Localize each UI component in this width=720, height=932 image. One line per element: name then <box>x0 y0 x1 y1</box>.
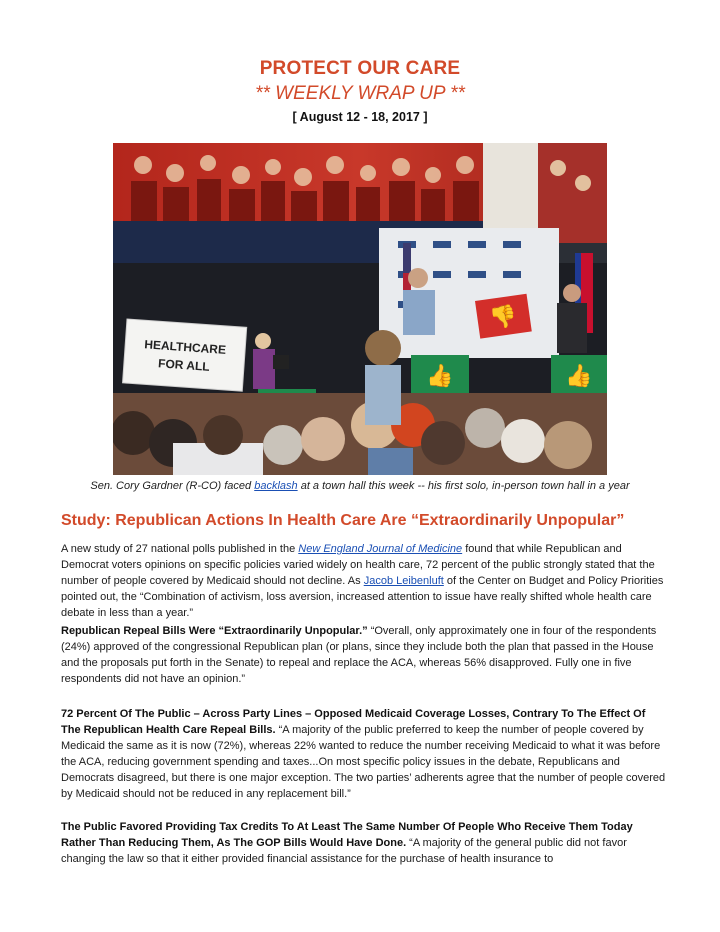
tax-credits-text: “A majority of the general public did not favor changing the law so that it either provided financial assistance for the purchase of health insurance to <box>61 837 627 865</box>
backlash-link[interactable]: backlash <box>254 480 298 492</box>
document-header <box>0 58 720 124</box>
town-hall-photo <box>113 143 607 475</box>
page-subtitle: ** WEEKLY WRAP UP ** <box>255 83 465 104</box>
caption-text-after: at a town hall this week -- his first solo, in-person town hall in a year <box>297 480 630 492</box>
page-title: PROTECT OUR CARE <box>259 58 461 79</box>
svg-text:👎: 👎 <box>488 303 519 332</box>
photo-caption <box>0 480 720 492</box>
svg-text:FOR ALL: FOR ALL <box>157 356 211 374</box>
medicaid-lead: 72 Percent Of The Public – Across Party Lines – Opposed Medicaid Coverage Losses, Contrary To The Effect Of The Republican Health Care Repeal Bills. <box>61 708 646 736</box>
tax-credits-lead: The Public Favored Providing Tax Credits To At Least The Same Number Of People Who Receive Them Today Rather Than Reducing Them, As The GOP Bills Would Have Done. <box>61 821 633 849</box>
repeal-bills-text: “Overall, only approximately one in four of the respondents (24%) approved of the congressional Republican plan (or plans, since they include both the plan that passed in the House and the proposals put forth in the Senate) to repeal and replace the ACA, whereas 56% disapproved. Fully one in five respondents did not have an opinion.” <box>61 625 657 685</box>
svg-text:👍: 👍 <box>426 364 454 389</box>
paragraph-tax-credits <box>61 819 666 867</box>
paragraph-medicaid <box>61 706 666 802</box>
caption-text-before: Sen. Cory Gardner (R-CO) faced <box>90 480 255 492</box>
paragraph-intro <box>61 541 666 621</box>
section-heading: Study: Republican Actions In Health Care Are “Extraordinarily Unpopular” <box>61 512 625 529</box>
date-range: [ August 12 - 18, 2017 ] <box>292 110 428 124</box>
nejm-link[interactable]: New England Journal of Medicine <box>298 543 463 555</box>
intro-text-2: found that while Republican and Democrat voters opinions on specific policies varied widely on health care, 72 percent of the public strongly stated that the number of people covered by Medicaid should not decline. As <box>61 543 655 587</box>
jacob-leibenluft-link[interactable]: Jacob Leibenluft <box>363 575 444 587</box>
intro-text-1: A new study of 27 national polls published in the <box>61 543 299 555</box>
svg-text:👍: 👍 <box>565 364 593 389</box>
healthcare-for-all-sign <box>123 319 247 391</box>
intro-text-3: of the Center on Budget and Policy Priorities pointed out, the “Combination of activism, loss aversion, increased attention to issue have really shifted whole health care debate in less than a year.” <box>61 575 664 619</box>
paragraph-repeal-bills <box>61 623 666 687</box>
medicaid-text: “A majority of the public preferred to keep the number of people covered by Medicaid the same as it is now (72%), whereas 22% wanted to reduce the number receiving Medicaid to what it was before the ACA, reducing government spending and taxes...On most specific policy issues in the debate, Republicans and Democrats disagreed, but there is one major exception. The two parties’ adherents agree that the number of people covered by Medicaid should not be reduced in any replacement bill.” <box>61 724 666 800</box>
svg-text:HEALTHCARE: HEALTHCARE <box>143 337 227 357</box>
repeal-bills-lead: Republican Repeal Bills Were “Extraordinarily Unpopular.” <box>61 625 368 637</box>
